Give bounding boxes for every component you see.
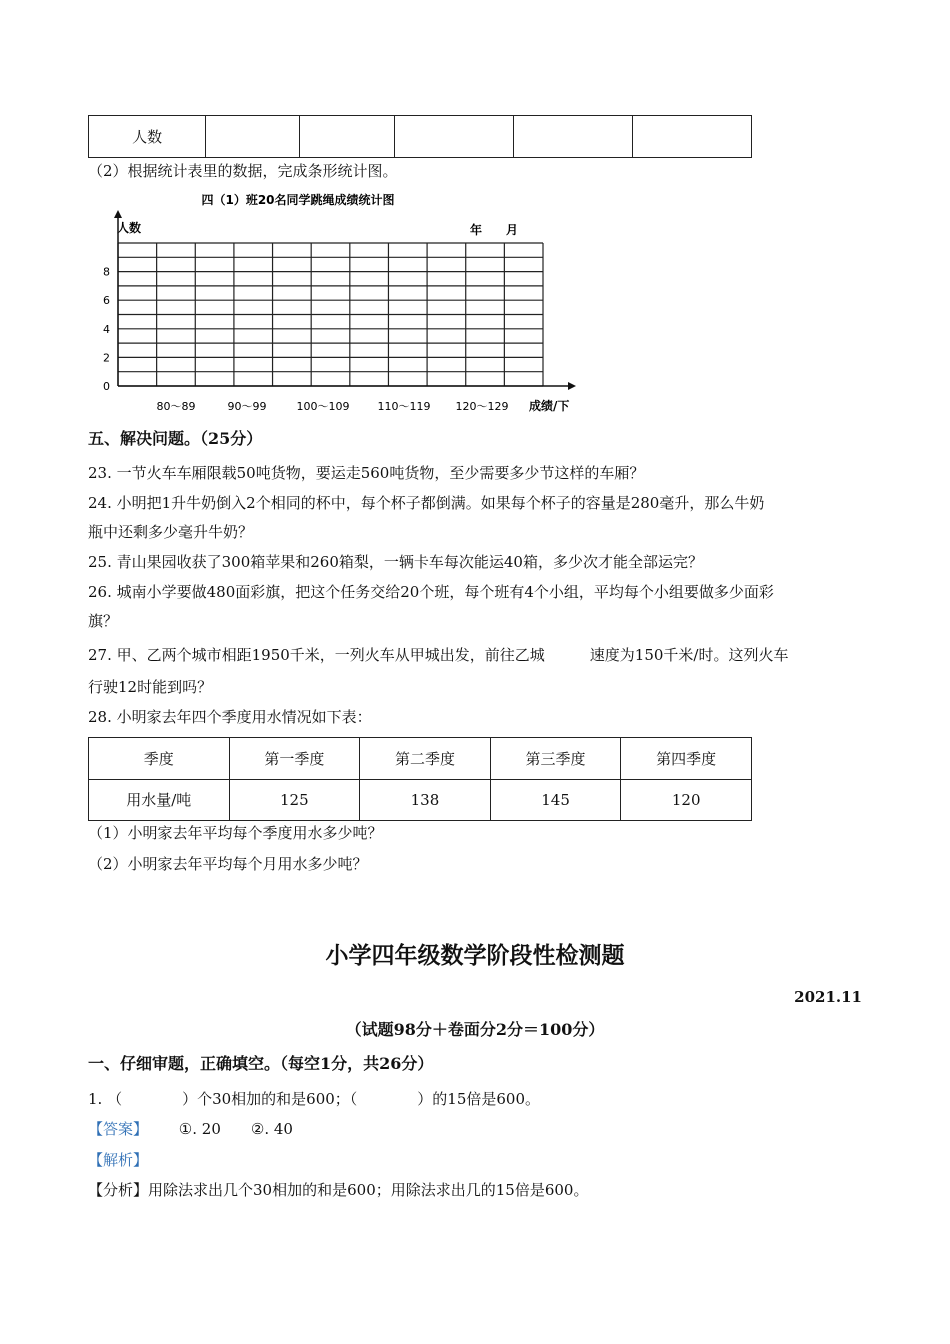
analysis-text: 用除法求出几个30相加的和是600；用除法求出几的15倍是600。 [148,1181,589,1199]
y-tick-label: 0 [103,380,110,393]
table-cell: 用水量/吨 [89,779,230,821]
x-ticks [157,400,509,413]
question-25: 25. 青山果园收获了300箱苹果和260箱梨，一辆卡车每次能运40箱，多少次才能全部运完？ [88,553,703,571]
analysis-text-label: 【分析】 [88,1181,149,1199]
question-28-part2: （2）小明家去年平均每个月用水多少吨？ [88,855,368,873]
x-tick-label: 80～89 [156,400,196,413]
section5-title: 五、解决问题。（25分） [88,429,263,448]
table-header-cell: 第一季度 [229,738,360,780]
analysis-label: 【解析】 [88,1151,149,1169]
table-cell [206,116,300,158]
score-note: （试题98分＋卷面分2分＝100分） [345,1020,605,1039]
water-usage-table [88,737,752,821]
table-cell [300,116,394,158]
x-tick-label: 110～119 [377,400,431,413]
table-cell: 138 [360,779,491,821]
y-tick-label: 8 [103,265,110,279]
exam-title: 小学四年级数学阶段性检测题 [325,942,625,969]
answer-label: 【答案】 [88,1120,149,1138]
exam-date: 2021.11 [794,988,862,1006]
table-header-cell: 季度 [89,738,230,780]
table-cell-label: 人数 [89,116,206,158]
question-27-line2: 行驶12时能到吗？ [88,678,213,696]
question-23: 23. 一节火车车厢限载50吨货物，要运走560吨货物，至少需要多少节这样的车厢？ [88,464,645,482]
x-tick-label: 120～129 [455,400,509,413]
y-ticks [103,266,110,393]
table-header-cell: 第二季度 [360,738,491,780]
y-axis-label: 人数 [117,221,142,235]
table-cell [632,116,751,158]
table-cell [513,116,632,158]
question-28: 28. 小明家去年四个季度用水情况如下表： [88,708,372,726]
question-27-line1: 27. 甲、乙两个城市相距1950千米，一列火车从甲城出发，前往乙城 速度为150千米/时。这列火车 [88,646,789,664]
question-24-line2: 瓶中还剩多少毫升牛奶？ [88,523,254,541]
table-row [89,779,752,821]
y-tick-label: 2 [103,351,110,365]
y-axis-arrow [114,210,122,218]
table-row [89,116,752,158]
date-label: 年 月 [470,223,519,237]
question-26-line1: 26. 城南小学要做480面彩旗，把这个任务交给20个班，每个班有4个小组，平均每个小组要做多少面彩 [88,583,774,601]
table-cell: 145 [490,779,621,821]
question-24-line1: 24. 小明把1升牛奶倒入2个相同的杯中，每个杯子都倒满。如果每个杯子的容量是280毫升，那么牛奶 [88,494,765,512]
x-axis-arrow [568,382,576,390]
x-axis-label: 成绩/下 [529,399,570,413]
answer-text: ①. 20 ②. 40 [178,1120,293,1138]
chart-title: 四（1）班20名同学跳绳成绩统计图 [201,193,395,207]
answer-row [88,1118,293,1140]
table-row [89,738,752,780]
y-tick-label: 6 [103,294,110,308]
q22-part2: （2）根据统计表里的数据，完成条形统计图。 [88,162,398,180]
table-cell: 125 [229,779,360,821]
table-header-cell: 第四季度 [621,738,752,780]
bar-chart [88,186,588,418]
section1-title: 一、仔细审题，正确填空。（每空1分，共26分） [88,1054,434,1073]
x-tick-label: 100～109 [296,400,350,413]
question-26-line2: 旗？ [88,612,119,630]
table-header-cell: 第三季度 [490,738,621,780]
question-1: 1. （ ）个30相加的和是600；（ ）的15倍是600。 [88,1090,541,1108]
x-tick-label: 90～99 [227,400,267,413]
table-cell: 120 [621,779,752,821]
chart-grid [114,210,576,390]
y-tick-label: 4 [103,322,110,336]
analysis-row [88,1179,588,1201]
table-cell [394,116,513,158]
question-28-part1: （1）小明家去年平均每个季度用水多少吨？ [88,824,383,842]
score-count-table [88,115,752,158]
